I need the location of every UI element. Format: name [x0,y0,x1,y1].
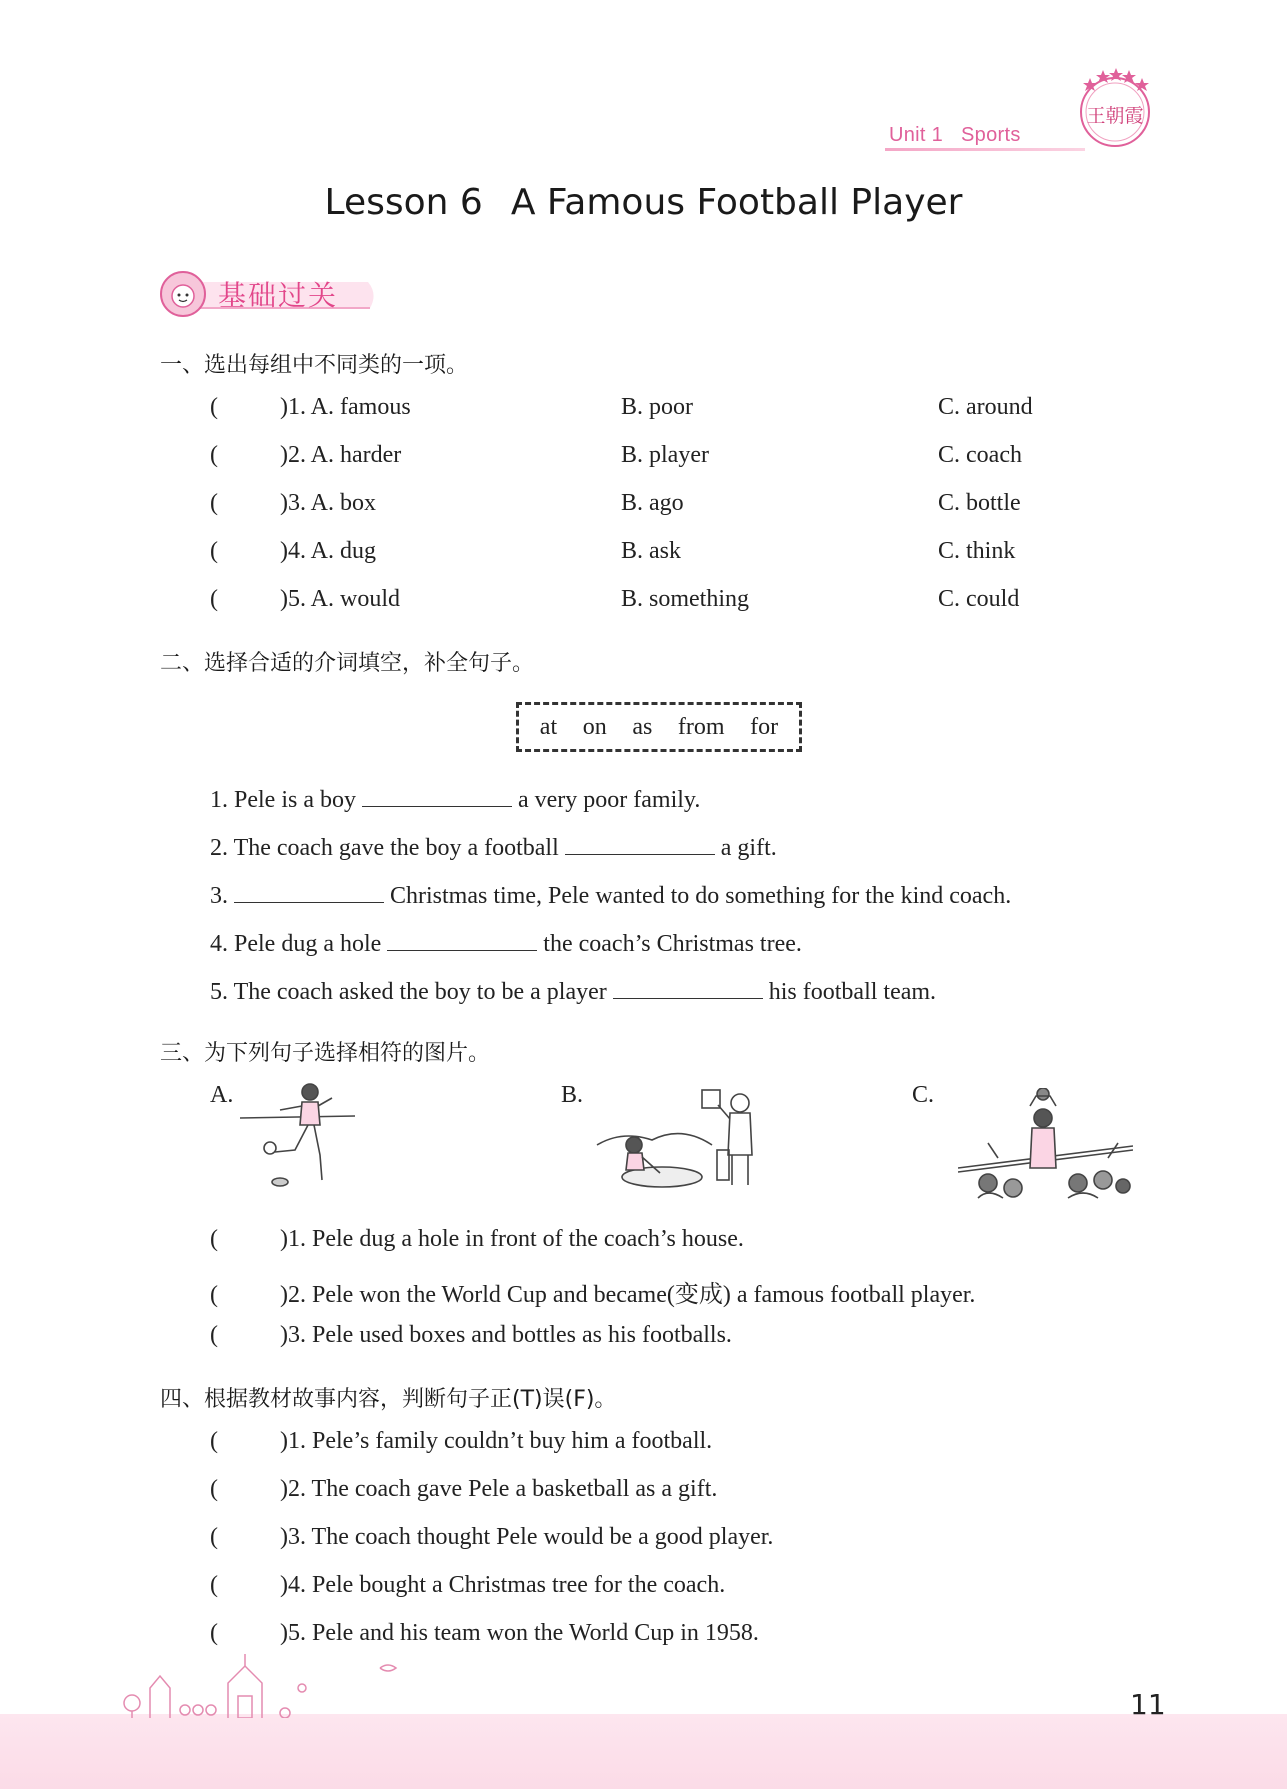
publisher-logo [1068,60,1163,155]
answer-paren[interactable]: ( [210,586,218,612]
footer-band [0,1714,1287,1789]
header-rule [885,148,1085,151]
picture-label-a: A. [210,1082,234,1108]
s1-q5-option-b: B. something [621,586,750,612]
s2-sentence-4 [210,928,802,960]
s4-question-4 [210,1572,725,1604]
s4-q4-text: )4. Pele bought a Christmas tree for the coach. [280,1572,726,1598]
section1-heading: 一、选出每组中不同类的一项。 [160,353,469,378]
s2-sentence-3 [210,880,1011,912]
sentence-text: the coach’s Christmas tree. [543,931,802,957]
s4-q2-text: )2. The coach gave Pele a basketball as a gift. [280,1476,718,1502]
sentence-text: a gift. [720,835,777,861]
boy-digging-with-coach-icon [592,1085,762,1195]
s1-q3-option-b: B. ago [621,490,684,516]
player-holding-cup-crowd-icon [958,1088,1133,1203]
s4-question-1 [210,1428,712,1460]
sentence-text: 3. [210,883,228,909]
s1-q1-option-a: )1. A. famous [280,394,411,420]
fill-blank[interactable] [234,880,384,903]
word-bank-item: for [750,713,779,740]
answer-paren[interactable]: ( [210,394,218,420]
s3-q1-text: )1. Pele dug a hole in front of the coach’s house. [280,1226,744,1252]
word-bank-item: as [632,713,653,740]
s1-q4-option-b: B. ask [621,538,681,564]
lesson-name: A Famous Football Player [510,182,963,223]
s3-question-3 [210,1322,732,1354]
logo-seal-icon [1068,60,1163,155]
answer-paren[interactable]: ( [210,1226,218,1252]
s1-q5-option-a: )5. A. would [280,586,400,612]
s1-q1-option-b: B. poor [621,394,693,420]
svg-text:王朝霞: 王朝霞 [1086,105,1144,127]
word-bank-item: at [539,713,558,740]
fill-blank[interactable] [362,784,512,807]
s1-question-4 [210,538,376,570]
answer-paren[interactable]: ( [210,1282,218,1308]
boy-kicking-ball-icon [240,1080,360,1190]
answer-paren[interactable]: ( [210,442,218,468]
banner-title: 基础过关 [218,279,339,312]
word-bank-item: from [677,713,725,740]
section4-heading: 四、根据教材故事内容，判断句子正(T)误(F)。 [160,1387,617,1412]
s1-question-1 [210,394,411,426]
answer-paren[interactable]: ( [210,490,218,516]
s1-question-2 [210,442,401,474]
fill-blank[interactable] [613,976,763,999]
s1-q4-option-a: )4. A. dug [280,538,376,564]
fill-blank[interactable] [387,928,537,951]
page-title [0,182,1287,223]
lesson-number: Lesson 6 [324,182,483,223]
unit-label [889,124,1021,147]
answer-paren[interactable]: ( [210,1524,218,1550]
s4-question-3 [210,1524,773,1556]
sentence-text: his football team. [768,979,937,1005]
s1-q2-option-c: C. coach [938,442,1022,468]
unit-number: Unit 1 [889,124,944,146]
sentence-text: a very poor family. [517,787,701,813]
s2-sentence-5 [210,976,936,1008]
s1-question-3 [210,490,376,522]
s1-q2-option-a: )2. A. harder [280,442,402,468]
sentence-text: 5. The coach asked the boy to be a player [210,979,607,1005]
s3-q2-text: )2. Pele won the World Cup and became(变成) a famous football player. [280,1282,976,1308]
section3-heading: 三、为下列句子选择相符的图片。 [160,1041,491,1066]
section2-heading: 二、选择合适的介词填空，补全句子。 [160,651,535,676]
sentence-text: 4. Pele dug a hole [210,931,382,957]
unit-topic: Sports [961,124,1021,146]
s1-q3-option-c: C. bottle [938,490,1021,516]
answer-paren[interactable]: ( [210,538,218,564]
s1-q2-option-b: B. player [621,442,709,468]
answer-paren[interactable]: ( [210,1322,218,1348]
word-bank-item: on [582,713,607,740]
s1-q3-option-a: )3. A. box [280,490,376,516]
town-decoration-icon [120,1648,420,1718]
sentence-text: 1. Pele is a boy [210,787,356,813]
s1-q4-option-c: C. think [938,538,1016,564]
s3-question-1 [210,1226,744,1258]
s3-question-2 [210,1274,975,1306]
s2-sentence-1 [210,784,700,816]
answer-paren[interactable]: ( [210,1476,218,1502]
s1-q5-option-c: C. could [938,586,1020,612]
s4-q1-text: )1. Pele’s family couldn’t buy him a football. [280,1428,713,1454]
s4-q5-text: )5. Pele and his team won the World Cup in 1958. [280,1620,759,1646]
s1-question-5 [210,586,400,618]
answer-paren[interactable]: ( [210,1428,218,1454]
answer-paren[interactable]: ( [210,1620,218,1646]
s1-q1-option-c: C. around [938,394,1033,420]
word-bank [516,702,802,752]
sentence-text: Christmas time, Pele wanted to do something for the kind coach. [390,883,1012,909]
sentence-text: 2. The coach gave the boy a football [210,835,559,861]
page-number: 11 [1130,1688,1166,1721]
s3-q3-text: )3. Pele used boxes and bottles as his footballs. [280,1322,732,1348]
s4-q3-text: )3. The coach thought Pele would be a good player. [280,1524,774,1550]
picture-label-b: B. [561,1082,584,1108]
answer-paren[interactable]: ( [210,1572,218,1598]
s2-sentence-2 [210,832,777,864]
picture-label-c: C. [912,1082,935,1108]
s4-question-2 [210,1476,717,1508]
fill-blank[interactable] [565,832,715,855]
